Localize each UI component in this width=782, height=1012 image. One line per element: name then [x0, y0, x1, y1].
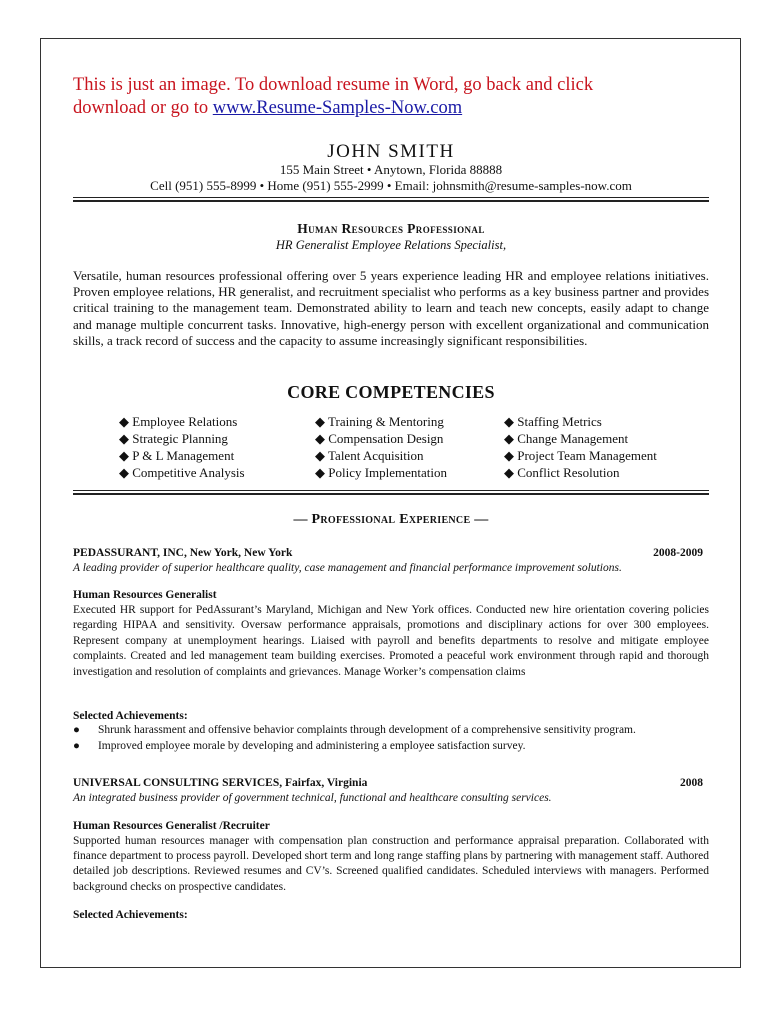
job-duties: Executed HR support for PedAssurant’s Maryland, Michigan and New York offices. Conducted new hire orientation covering policies regarding HIPAA and sensitivity. Oversaw performance appraisals, promotions and disciplinary actions for over 300 employees. Represent company at unemployment hearings. Liaised with payroll and benefits departments to resolve and mitigate employee complaints. Created and led management team building exercises. Promoted a peaceful work environment through rapid and thorough investigation and resolution of complaints and grievances. Manage Worker’s compensation claims — [73, 604, 709, 678]
competency-item — [504, 464, 657, 481]
diamond-bullet-icon: ◆ — [504, 431, 514, 446]
divider — [73, 200, 709, 202]
competency-label: Competitive Analysis — [132, 465, 245, 480]
job-role: Human Resources Generalist — [73, 589, 217, 601]
diamond-bullet-icon: ◆ — [504, 465, 514, 480]
company-description: An integrated business provider of government technical, functional and healthcare consulting services. — [73, 792, 552, 804]
achievements-label: Selected Achievements: — [73, 710, 188, 722]
professional-summary: Versatile, human resources professional offering over 5 years experience leading HR and employee relations initiatives. Proven employee relations, HR generalist, and recruitment specialist who performs as a key business partner and provides critical training to the management team. Demonstrated ability to learn and teach new concepts, easily adapt to change and manage multiple concurrent tasks. Innovative, high-energy person with excellent organizational and communication skills, a track record of success and the capacity to assume increasingly significant responsibilities. — [73, 268, 709, 348]
competency-label: Staffing Metrics — [517, 414, 602, 429]
diamond-bullet-icon: ◆ — [119, 431, 129, 446]
contact-line: Cell (951) 555-8999 • Home (951) 555-2999 • Email: johnsmith@resume-samples-now.com — [150, 178, 632, 193]
achievement-item — [73, 740, 525, 752]
competency-label: Policy Implementation — [328, 465, 448, 480]
job-role: Human Resources Generalist /Recruiter — [73, 820, 270, 832]
divider — [73, 490, 709, 491]
diamond-bullet-icon: ◆ — [315, 465, 325, 480]
notice-line-2-prefix: download or go to — [73, 98, 213, 118]
address-line: 155 Main Street • Anytown, Florida 88888 — [279, 162, 503, 177]
competency-item — [315, 430, 447, 447]
competency-item — [504, 447, 657, 464]
job-company: UNIVERSAL CONSULTING SERVICES, Fairfax, Virginia — [73, 777, 368, 789]
competency-label: Project Team Management — [517, 448, 657, 463]
competency-label: Conflict Resolution — [517, 465, 620, 480]
achievement-item — [73, 724, 636, 736]
competency-label: Change Management — [517, 431, 629, 446]
job-dates: 2008-2009 — [653, 547, 703, 559]
competency-item — [315, 464, 447, 481]
achievement-text: Improved employee morale by developing and administering a employee satisfaction survey. — [97, 740, 526, 752]
divider — [73, 197, 709, 198]
diamond-bullet-icon: ◆ — [504, 448, 514, 463]
diamond-bullet-icon: ◆ — [315, 414, 325, 429]
competency-item — [504, 413, 657, 430]
competency-label: P & L Management — [132, 448, 235, 463]
diamond-bullet-icon: ◆ — [504, 414, 514, 429]
achievement-text: Shrunk harassment and offensive behavior complaints through development of a comprehensive sensitivity program. — [97, 724, 636, 736]
diamond-bullet-icon: ◆ — [315, 431, 325, 446]
competency-item — [504, 430, 657, 447]
competencies-column-1 — [119, 413, 245, 481]
diamond-bullet-icon: ◆ — [315, 448, 325, 463]
diamond-bullet-icon: ◆ — [119, 414, 129, 429]
headline-subtitle: HR Generalist Employee Relations Specialist, — [275, 238, 507, 252]
achievements-label: Selected Achievements: — [73, 909, 188, 921]
job-dates: 2008 — [680, 777, 703, 789]
competency-label: Talent Acquisition — [328, 448, 424, 463]
diamond-bullet-icon: ◆ — [119, 448, 129, 463]
bullet-icon: ● — [73, 740, 80, 752]
resume-samples-link[interactable]: www.Resume-Samples-Now.com — [212, 98, 463, 118]
competency-label: Employee Relations — [132, 414, 238, 429]
competency-label: Training & Mentoring — [328, 414, 444, 429]
competency-item — [119, 464, 245, 481]
professional-experience-title: — Professional Experience — — [293, 512, 489, 527]
competency-item — [315, 447, 447, 464]
candidate-name: JOHN SMITH — [327, 141, 455, 162]
competency-item — [119, 430, 245, 447]
divider — [73, 493, 709, 495]
core-competencies-title: CORE COMPETENCIES — [287, 382, 495, 402]
job-company: PEDASSURANT, INC, New York, New York — [73, 547, 293, 559]
job-duties: Supported human resources manager with compensation plan construction and performance appraisal preparation. Collaborated with finance department to process payroll. Developed short term and long range staffing plans by partnering with management staff. Authored detailed job descriptions. Reviewed resumes and CV’s. Screened qualified candidates. Scheduled interviews with managers. Performed background checks on prospective candidates. — [73, 835, 709, 893]
download-notice — [73, 74, 723, 120]
competency-label: Compensation Design — [328, 431, 444, 446]
competency-label: Strategic Planning — [132, 431, 228, 446]
diamond-bullet-icon: ◆ — [119, 465, 129, 480]
competency-item — [119, 447, 245, 464]
competencies-column-3 — [504, 413, 657, 481]
competencies-column-2 — [315, 413, 447, 481]
bullet-icon: ● — [73, 724, 80, 736]
competency-item — [119, 413, 245, 430]
notice-line-2 — [73, 97, 723, 120]
competency-item — [315, 413, 447, 430]
headline-title: Human Resources Professional — [297, 221, 485, 236]
notice-line-1: This is just an image. To download resume in Word, go back and click — [73, 75, 594, 95]
company-description: A leading provider of superior healthcare quality, case management and financial performance improvement solutions. — [73, 562, 622, 574]
